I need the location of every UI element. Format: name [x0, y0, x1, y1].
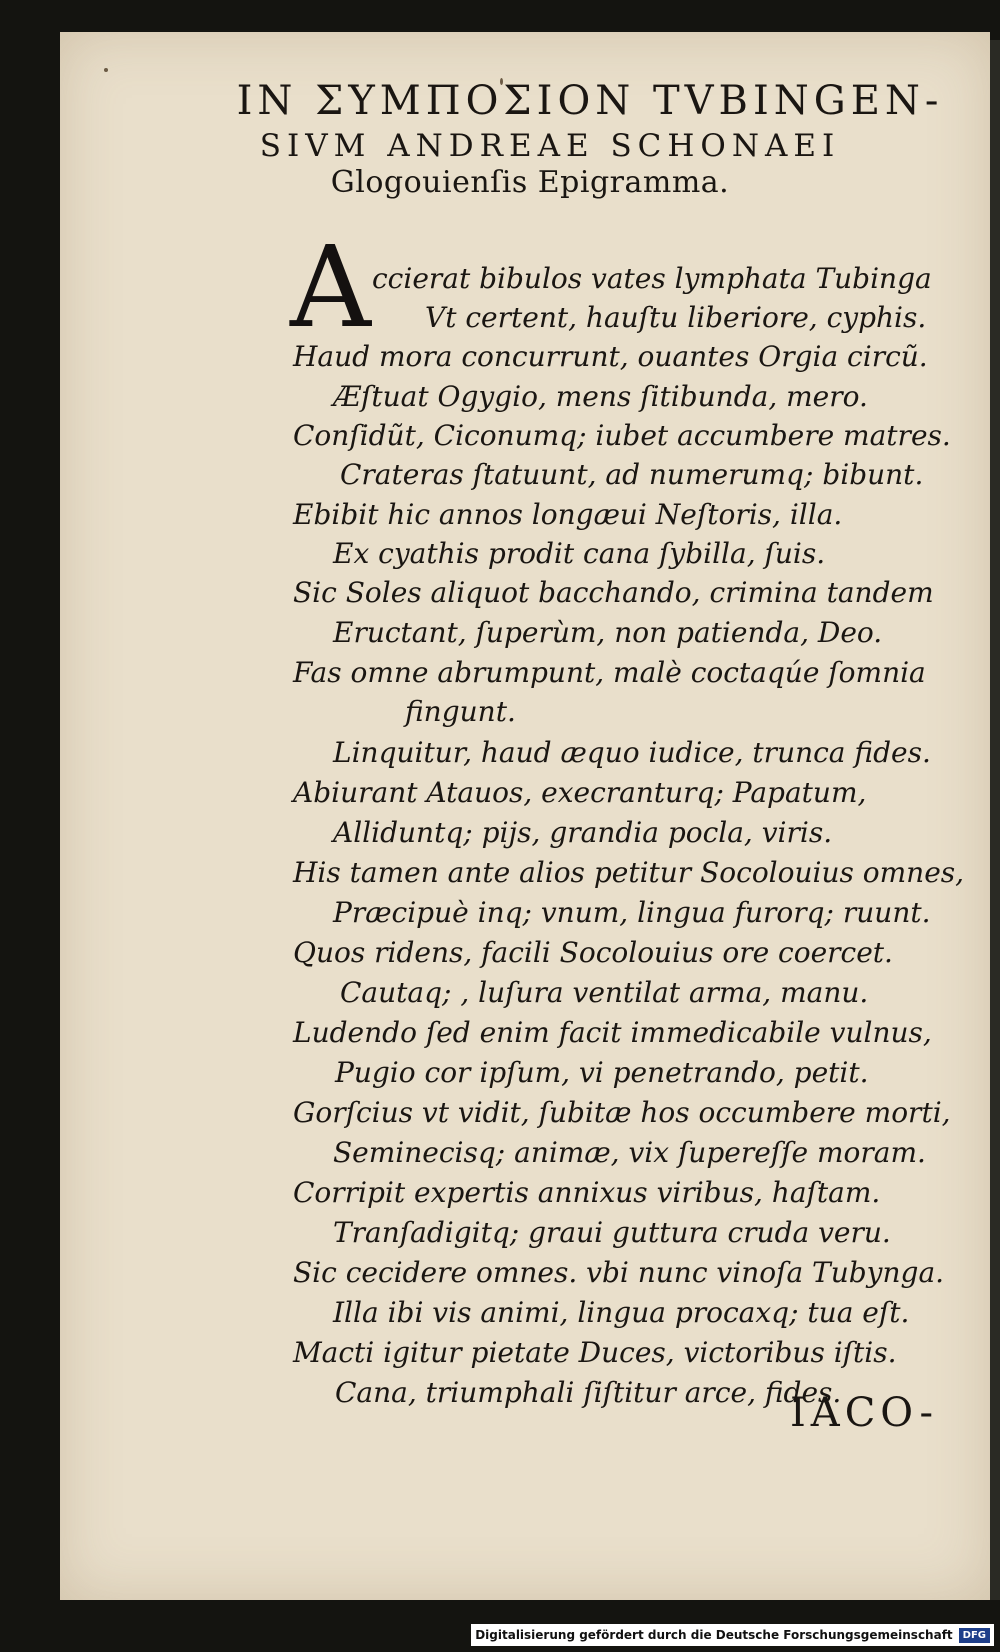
title-line-1: IN ΣΥΜΠΟΣΙΟΝ TVBINGEN-: [236, 78, 944, 124]
drop-capital: A: [290, 223, 371, 353]
digitization-credit: [471, 1624, 994, 1646]
poem-line: Haud mora concurrunt, ouantes Orgia circũ.: [293, 340, 928, 373]
poem-line: Præcipuè inq; vnum, lingua furorq; ruunt.: [333, 896, 931, 929]
poem-line: Sic cecidere omnes. vbi nunc vinoſa Tubynga.: [293, 1256, 945, 1289]
poem-line: Linquitur, haud æquo iudice, trunca fides.: [333, 736, 931, 769]
poem-line: Macti igitur pietate Duces, victoribus iſtis.: [293, 1336, 897, 1369]
poem-line: Illa ibi vis animi, lingua procaxq; tua eſt.: [333, 1296, 910, 1329]
poem-line: Vt certent, hauſtu liberiore, cyphis.: [425, 301, 927, 334]
poem-line: Pugio cor ipſum, vi penetrando, petit.: [335, 1056, 869, 1089]
poem-line: Crateras ſtatuunt, ad numerumq; bibunt.: [340, 458, 924, 491]
poem-line: Seminecisq; animæ, vix ſupereſſe moram.: [333, 1136, 926, 1169]
paper-speck: [104, 68, 108, 72]
title-line-2: SIVM ANDREAE SCHONAEI: [259, 128, 841, 164]
poem-line: ccierat bibulos vates lymphata Tubinga: [372, 262, 932, 295]
poem-line: Alliduntq; pijs, grandia pocla, viris.: [333, 816, 833, 849]
poem-line: fingunt.: [405, 695, 516, 728]
poem-line: Corripit expertis annixus viribus, haſtam.: [293, 1176, 881, 1209]
dfg-logo: DFG: [959, 1628, 990, 1643]
poem-line: Cana, triumphali ſiſtitur arce, fides.: [335, 1376, 842, 1409]
poem-line: His tamen ante alios petitur Socolouius omnes,: [293, 856, 965, 889]
poem-line: Conſidũt, Ciconumq; iubet accumbere matres.: [293, 419, 951, 452]
poem-line: Quos ridens, facili Socolouius ore coercet.: [293, 936, 893, 969]
catchword: IACO-: [790, 1390, 939, 1436]
poem-line: Abiurant Atauos, execranturq; Papatum,: [293, 776, 867, 809]
title-line-3: Glogouienſis Epigramma.: [330, 165, 730, 200]
book-edge: [990, 40, 1000, 1600]
poem-line: Gorſcius vt vidit, ſubitæ hos occumbere morti,: [293, 1096, 951, 1129]
poem-line: Eructant, ſuperùm, non patienda, Deo.: [333, 616, 883, 649]
credit-text: Digitalisierung gefördert durch die Deutsche Forschungsgemeinschaft: [475, 1628, 953, 1642]
poem-line: Tranſadigitq; graui guttura cruda veru.: [333, 1216, 891, 1249]
poem-line: Fas omne abrumpunt, malè coctaqúe ſomnia: [293, 656, 926, 689]
poem-line: Ebibit hic annos longæui Neſtoris, illa.: [293, 498, 843, 531]
poem-line: Æſtuat Ogygio, mens ſitibunda, mero.: [333, 380, 868, 413]
poem-line: Ludendo ſed enim facit immedicabile vulnus,: [293, 1016, 932, 1049]
poem-line: Sic Soles aliquot bacchando, crimina tandem: [293, 576, 934, 609]
poem-line: Ex cyathis prodit cana ſybilla, ſuis.: [333, 537, 826, 570]
poem-line: Cautaq; , luſura ventilat arma, manu.: [340, 976, 869, 1009]
